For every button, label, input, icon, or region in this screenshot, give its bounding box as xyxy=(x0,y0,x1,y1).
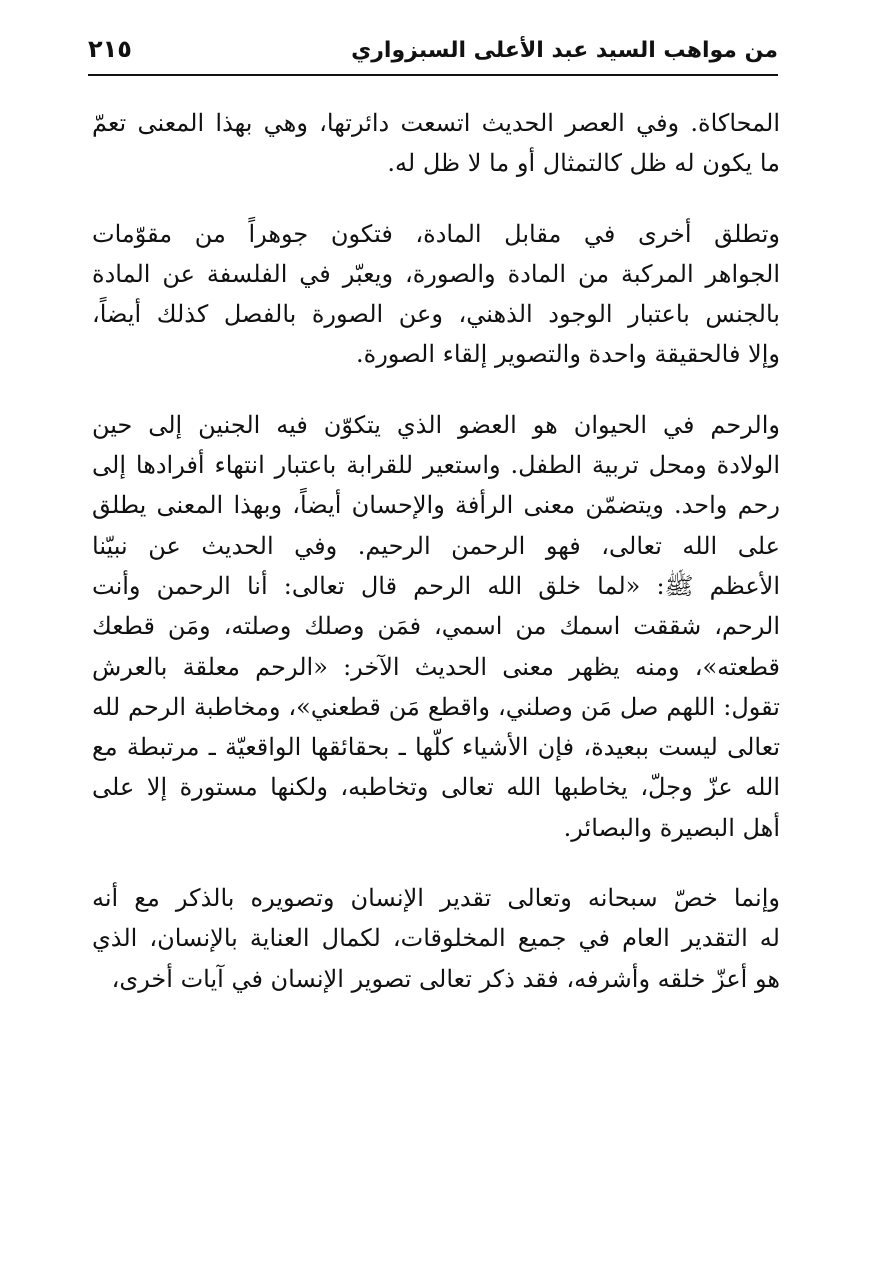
running-title: من مواهب السيد عبد الأعلى السبزواري xyxy=(351,38,778,63)
body-text xyxy=(92,103,780,1029)
text-line: الولادة ومحل تربية الطفل. واستعير للقرابة باعتبار انتهاء أفرادها إلى xyxy=(92,451,780,480)
text-line: وإلا فالحقيقة واحدة والتصوير إلقاء الصورة. xyxy=(356,340,780,369)
header-rule xyxy=(88,74,778,76)
page-header xyxy=(88,34,778,78)
text-line: تعالى ليست ببعيدة، فإن الأشياء كلّها ـ بحقائقها الواقعيّة ـ مرتبطة مع xyxy=(92,733,780,762)
text-line: وتطلق أخرى في مقابل المادة، فتكون جوهراً من مقوّمات xyxy=(92,219,780,248)
text-line: له التقدير العام في جميع المخلوقات، لكمال العناية بالإنسان، الذي xyxy=(92,924,780,953)
paragraph xyxy=(92,214,780,375)
text-line: الله عزّ وجلّ، يخاطبها الله تعالى وتخاطبه، ولكنها مستورة إلا على xyxy=(92,773,780,802)
text-line: قطعته»، ومنه يظهر معنى الحديث الآخر: «الرحم معلقة بالعرش xyxy=(92,652,780,681)
text-line: أهل البصيرة والبصائر. xyxy=(563,813,780,842)
text-line: على الله تعالى، فهو الرحمن الرحيم. وفي الحديث عن نبيّنا xyxy=(92,531,780,560)
paragraph xyxy=(92,878,780,999)
text-line: الأعظم ﷺ: «لما خلق الله الرحم قال تعالى: أنا الرحمن وأنت xyxy=(92,571,780,600)
text-line: رحم واحد. ويتضمّن معنى الرأفة والإحسان أيضاً، وبهذا المعنى يطلق xyxy=(92,491,780,520)
text-line: الرحم، شققت اسمك من اسمي، فمَن وصلك وصلته، ومَن قطعك xyxy=(92,612,780,641)
text-line: والرحم في الحيوان هو العضو الذي يتكوّن فيه الجنين إلى حين xyxy=(92,410,780,439)
text-line: وإنما خصّ سبحانه وتعالى تقدير الإنسان وتصويره بالذكر مع أنه xyxy=(92,884,780,913)
paragraph xyxy=(92,405,780,848)
text-line: تقول: اللهم صل مَن وصلني، واقطع مَن قطعني»، ومخاطبة الرحم لله xyxy=(92,692,780,721)
text-line: المحاكاة. وفي العصر الحديث اتسعت دائرتها، وهي بهذا المعنى تعمّ xyxy=(92,109,780,137)
text-line: بالجنس باعتبار الوجود الذهني، وعن الصورة بالفصل كذلك أيضاً، xyxy=(92,300,780,329)
page-number: ٢١٥ xyxy=(88,35,132,63)
paragraph xyxy=(92,103,780,184)
text-line: الجواهر المركبة من المادة والصورة، ويعبّر في الفلسفة عن المادة xyxy=(92,259,780,288)
text-line: ما يكون له ظل كالتمثال أو ما لا ظل له. xyxy=(387,149,780,178)
text-line: هو أعزّ خلقه وأشرفه، فقد ذكر تعالى تصوير الإنسان في آيات أخرى، xyxy=(111,964,780,993)
